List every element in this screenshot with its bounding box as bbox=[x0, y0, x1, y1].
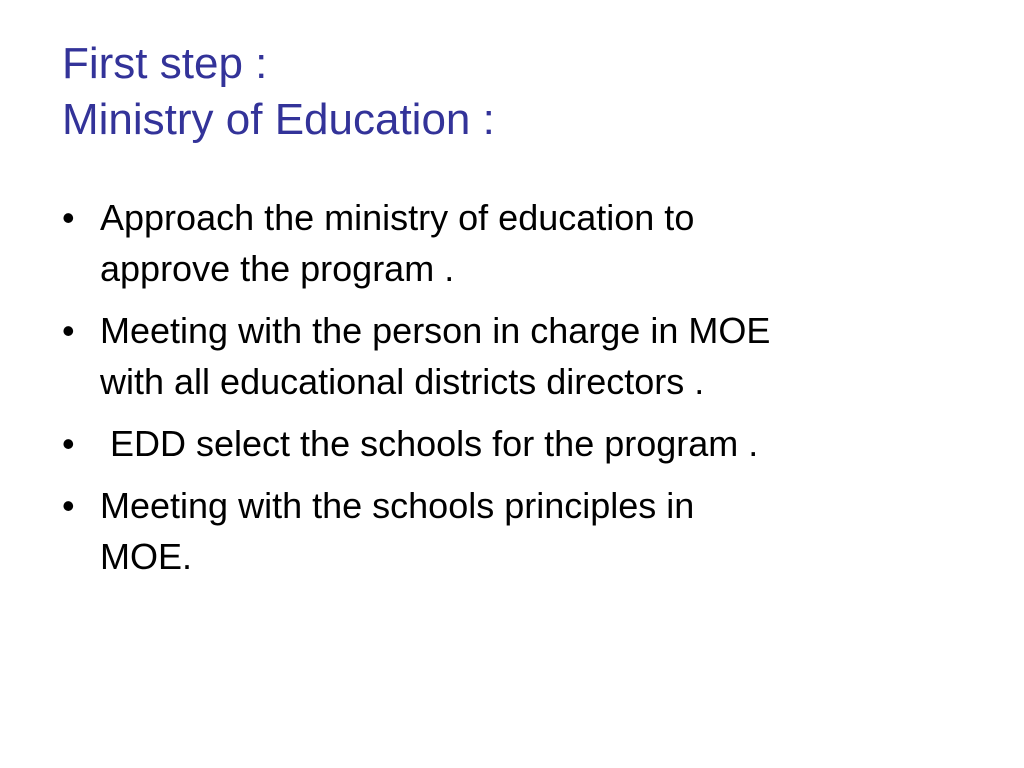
bullet-text-line: Meeting with the person in charge in MOE bbox=[100, 310, 771, 351]
title-line-2: Ministry of Education : bbox=[62, 95, 495, 144]
bullet-item-approach-ministry bbox=[62, 192, 982, 294]
bullet-item-edd-select bbox=[62, 418, 982, 469]
bullet-icon: • bbox=[62, 485, 75, 526]
bullet-icon: • bbox=[62, 197, 75, 238]
bullet-text-line: EDD select the schools for the program . bbox=[100, 423, 759, 464]
bullet-text-line: with all educational districts directors . bbox=[100, 361, 705, 402]
bullet-list bbox=[62, 192, 982, 593]
bullet-text-line: Approach the ministry of education to bbox=[100, 197, 695, 238]
bullet-item-meeting-moe bbox=[62, 305, 982, 407]
bullet-item-meeting-principles bbox=[62, 480, 982, 582]
bullet-text-line: MOE. bbox=[100, 536, 193, 577]
slide-title bbox=[62, 36, 982, 148]
title-line-1: First step : bbox=[62, 39, 268, 88]
bullet-text-line: approve the program . bbox=[100, 248, 455, 289]
bullet-icon: • bbox=[62, 310, 75, 351]
bullet-icon: • bbox=[62, 423, 75, 464]
bullet-text-line: Meeting with the schools principles in bbox=[100, 485, 695, 526]
